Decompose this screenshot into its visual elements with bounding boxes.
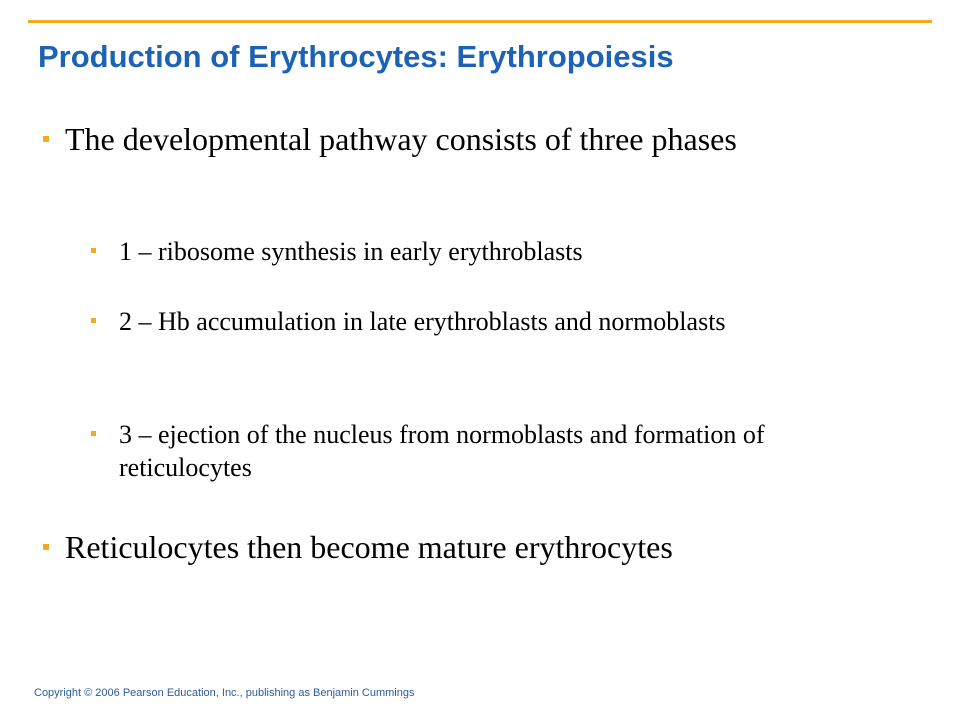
sub-bullet-text: 1 – ribosome synthesis in early erythroblasts bbox=[119, 237, 583, 266]
bullet-text: Reticulocytes then become mature erythrocytes bbox=[65, 529, 673, 565]
square-bullet-icon bbox=[91, 248, 96, 253]
bullet-item-reticulocytes bbox=[65, 527, 825, 568]
sub-bullet-item-phase-3 bbox=[119, 418, 849, 484]
slide-title: Production of Erythrocytes: Erythropoiesis bbox=[38, 39, 674, 74]
sub-bullet-item-phase-1 bbox=[119, 235, 849, 268]
sub-bullet-text: 2 – Hb accumulation in late erythroblasts and normoblasts bbox=[119, 307, 726, 336]
bullet-item-pathway bbox=[65, 119, 825, 160]
square-bullet-icon bbox=[43, 136, 49, 142]
square-bullet-icon bbox=[91, 318, 96, 323]
square-bullet-icon bbox=[91, 431, 96, 436]
sub-bullet-item-phase-2 bbox=[119, 305, 849, 338]
sub-bullet-text: 3 – ejection of the nucleus from normoblasts and formation of reticulocytes bbox=[119, 420, 765, 482]
square-bullet-icon bbox=[43, 544, 49, 550]
bullet-text: The developmental pathway consists of three phases bbox=[65, 121, 737, 157]
copyright-footer: Copyright © 2006 Pearson Education, Inc., publishing as Benjamin Cummings bbox=[34, 687, 415, 699]
